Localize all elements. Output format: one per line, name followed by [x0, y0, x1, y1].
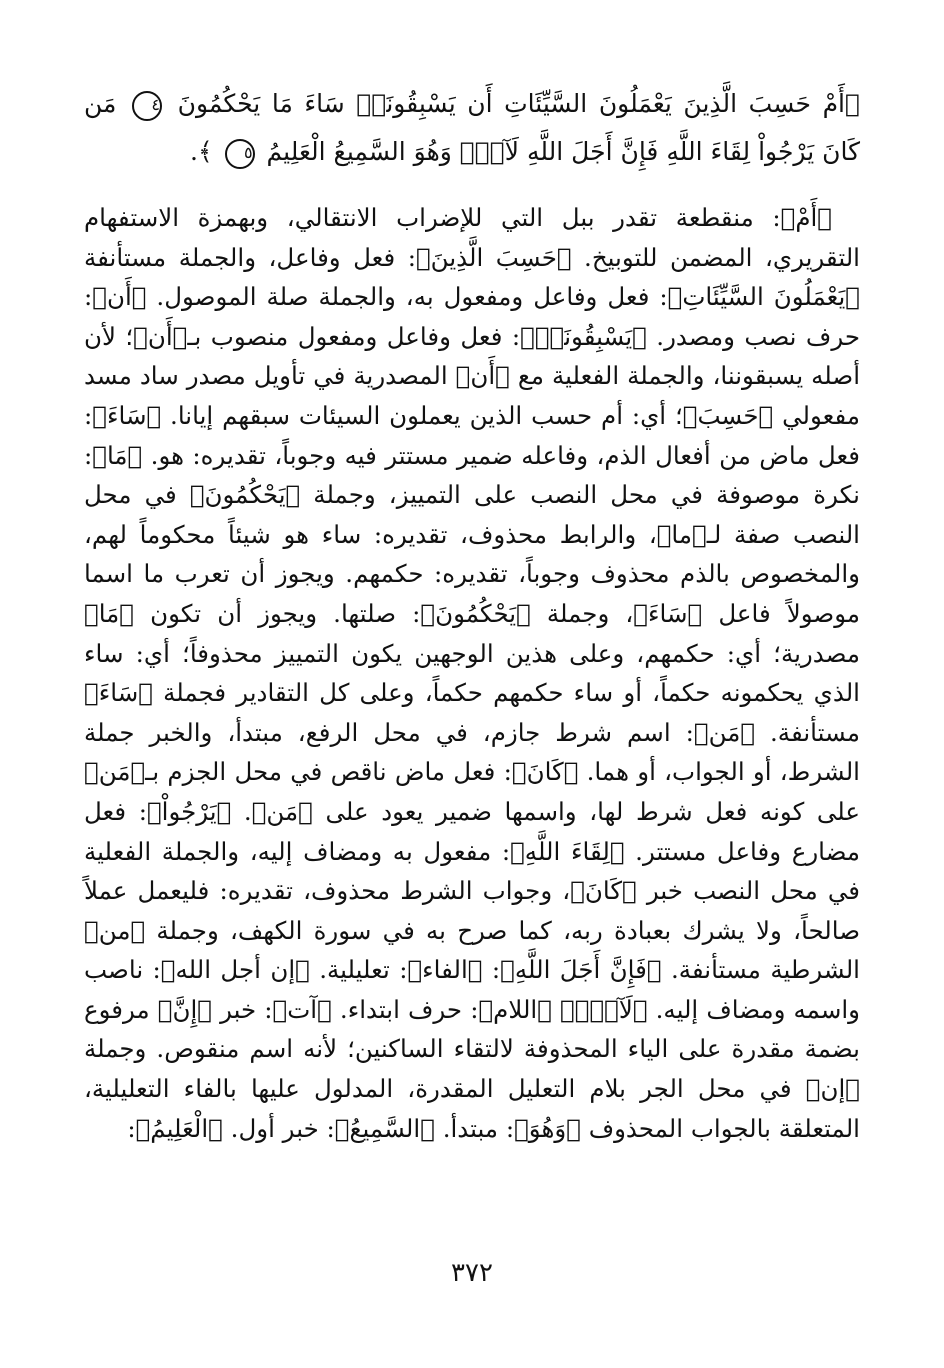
verse-number-4: ٤: [132, 91, 162, 121]
quran-verse: [84, 80, 860, 176]
page-number: ٣٧٢: [451, 1258, 493, 1288]
grammatical-commentary: ﴿أَمْ﴾: منقطعة تقدر ببل التي للإضراب الانتقالي، وبهمزة الاستفهام التقريري، المضمن للتوبيخ. ﴿حَسِبَ الَّذِينَ﴾: فعل وفاعل، والجملة مستأنفة ﴿يَعْمَلُونَ السَّيِّئَاتِ﴾: فعل وفاعل ومفعول به، والجملة صلة الموصول. ﴿أَن﴾: حرف نصب ومصدر. ﴿يَسْبِقُونَاۚ﴾: فعل وفاعل ومفعول منصوب بـ﴿أَن﴾؛ لأن أصله يسبقوننا، والجملة الفعلية مع ﴿أَن﴾ المصدرية في تأويل مصدر ساد مسد مفعولي ﴿حَسِبَ﴾؛ أي: أم حسب الذين يعملون السيئات سبقهم إيانا. ﴿سَاءَ﴾: فعل ماض من أفعال الذم، وفاعله ضمير مستتر فيه وجوباً، تقديره: هو. ﴿مَا﴾: نكرة موصوفة في محل النصب على التمييز، وجملة ﴿يَحْكُمُونَ﴾ في محل النصب صفة لـ﴿ما﴾، والرابط محذوف، تقديره: ساء هو شيئاً محكوماً لهم، والمخصوص بالذم محذوف وجوباً، تقديره: حكمهم. ويجوز أن تعرب ما اسما موصولاً فاعل ﴿سَاءَ﴾، وجملة ﴿يَحْكُمُونَ﴾: صلتها. ويجوز أن تكون ﴿مَا﴾ مصدرية؛ أي: حكمهم، وعلى هذين الوجهين يكون التمييز محذوفاً؛ أي: ساء الذي يحكمونه حكماً، أو ساء حكمهم حكماً، وعلى كل التقادير فجملة ﴿سَاءَ﴾ مستأنفة. ﴿مَن﴾: اسم شرط جازم، في محل الرفع، مبتدأ، والخبر جملة الشرط، أو الجواب، أو هما. ﴿كَانَ﴾: فعل ماض ناقص في محل الجزم بـ﴿مَن﴾ على كونه فعل شرط لها، واسمها ضمير يعود على ﴿مَن﴾. ﴿يَرْجُواْ﴾: فعل مضارع وفاعل مستتر. ﴿لِقَاءَ اللَّهِ﴾: مفعول به ومضاف إليه، والجملة الفعلية في محل النصب خبر ﴿كَانَ﴾، وجواب الشرط محذوف، تقديره: فليعمل عملاً صالحاً، ولا يشرك بعبادة ربه، كما صرح به في سورة الكهف، وجملة ﴿من﴾ الشرطية مستأنفة. ﴿فَإِنَّ أَجَلَ اللَّهِ﴾: ﴿الفاء﴾: تعليلية. ﴿إن أجل الله﴾: ناصب واسمه ومضاف إليه. ﴿لَآتٍۚ﴾ ﴿اللام﴾: حرف ابتداء. ﴿آت﴾: خبر ﴿إِنَّ﴾ مرفوع بضمة مقدرة على الياء المحذوفة لالتقاء الساكنين؛ لأنه اسم منقوص. وجملة ﴿إن﴾ في محل الجر بلام التعليل المقدرة، المدلول عليها بالفاء التعليلية، المتعلقة بالجواب المحذوف ﴿وَهُوَ﴾: مبتدأ. ﴿السَّمِيعُ﴾: خبر أول. ﴿الْعَلِيمُ﴾:: [84, 203, 860, 1143]
verse-text-part2: مَن كَانَ يَرْجُواْ لِقَاءَ اللَّهِ فَإِنَّ أَجَلَ اللَّهِ لَآتٍۚ وَهُوَ السَّمِيعُ الْعَلِيمُ: [84, 89, 860, 166]
verse-number-5: ٥: [225, 139, 255, 169]
verse-text-part1: ﴿أَمْ حَسِبَ الَّذِينَ يَعْمَلُونَ السَّيِّئَاتِ أَن يَسْبِقُونَاۚ سَاءَ مَا يَحْكُمُونَ: [177, 89, 860, 118]
verse-end: ﴾.: [190, 137, 213, 166]
page-body: [84, 80, 860, 1310]
